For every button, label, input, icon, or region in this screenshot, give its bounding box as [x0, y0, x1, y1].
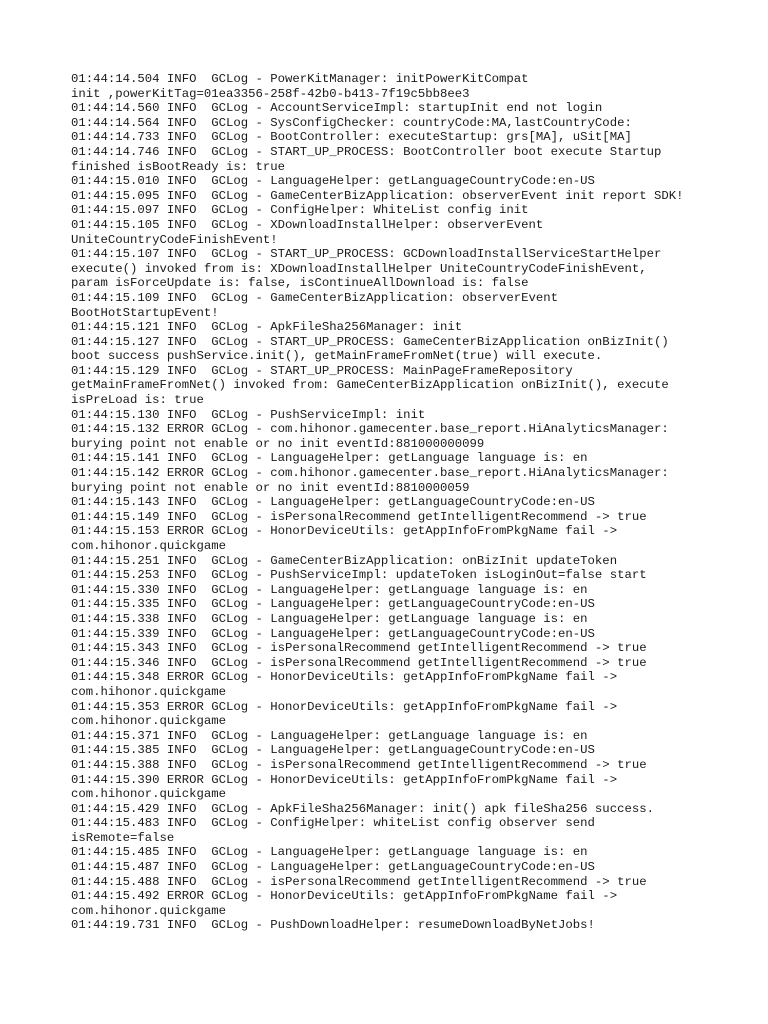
log-line: 01:44:15.142 ERROR GCLog - com.hihonor.gamecenter.base_report.HiAnalyticsManager: — [71, 466, 669, 481]
log-line: 01:44:15.487 INFO GCLog - LanguageHelper: getLanguageCountryCode:en-US — [71, 860, 595, 875]
log-line: 01:44:15.107 INFO GCLog - START_UP_PROCESS: GCDownloadInstallServiceStartHelper — [71, 247, 662, 262]
log-line: 01:44:15.097 INFO GCLog - ConfigHelper: WhiteList config init — [71, 203, 529, 218]
log-line: 01:44:15.095 INFO GCLog - GameCenterBizApplication: observerEvent init report SDK! — [71, 188, 684, 203]
log-line: 01:44:15.385 INFO GCLog - LanguageHelper: getLanguageCountryCode:en-US — [71, 743, 595, 758]
log-line: 01:44:15.429 INFO GCLog - ApkFileSha256Manager: init() apk fileSha256 success. — [71, 801, 654, 816]
log-line: 01:44:15.143 INFO GCLog - LanguageHelper: getLanguageCountryCode:en-US — [71, 495, 595, 510]
log-line: isRemote=false — [71, 830, 175, 845]
log-line: 01:44:15.348 ERROR GCLog - HonorDeviceUtils: getAppInfoFromPkgName fail -> — [71, 670, 618, 685]
log-line: 01:44:15.371 INFO GCLog - LanguageHelper: getLanguage language is: en — [71, 728, 588, 743]
log-line: 01:44:15.149 INFO GCLog - isPersonalRecommend getIntelligentRecommend -> true — [71, 509, 647, 524]
log-line: 01:44:14.560 INFO GCLog - AccountServiceImpl: startupInit end not login — [71, 101, 603, 116]
log-line: isPreLoad is: true — [71, 393, 204, 408]
log-line: burying point not enable or no init eventId:881000000099 — [71, 436, 485, 451]
log-line: 01:44:15.129 INFO GCLog - START_UP_PROCESS: MainPageFrameRepository — [71, 363, 573, 378]
log-line: 01:44:14.733 INFO GCLog - BootController: executeStartup: grs[MA], uSit[MA] — [71, 130, 632, 145]
log-line: 01:44:15.130 INFO GCLog - PushServiceImpl: init — [71, 407, 426, 422]
log-text-block — [71, 72, 761, 933]
log-line: execute() invoked from is: XDownloadInstallHelper UniteCountryCodeFinishEvent, — [71, 261, 647, 276]
log-line: 01:44:15.488 INFO GCLog - isPersonalRecommend getIntelligentRecommend -> true — [71, 874, 647, 889]
log-line: 01:44:15.132 ERROR GCLog - com.hihonor.gamecenter.base_report.HiAnalyticsManager: — [71, 422, 669, 437]
log-line: finished isBootReady is: true — [71, 159, 286, 174]
log-line: 01:44:15.127 INFO GCLog - START_UP_PROCESS: GameCenterBizApplication onBizInit() — [71, 334, 669, 349]
log-line: 01:44:15.105 INFO GCLog - XDownloadInstallHelper: observerEvent — [71, 217, 544, 232]
log-line: 01:44:15.141 INFO GCLog - LanguageHelper: getLanguage language is: en — [71, 451, 588, 466]
log-line: 01:44:15.109 INFO GCLog - GameCenterBizApplication: observerEvent — [71, 290, 559, 305]
log-line: 01:44:14.746 INFO GCLog - START_UP_PROCESS: BootController boot execute Startup — [71, 144, 662, 159]
log-line: UniteCountryCodeFinishEvent! — [71, 232, 278, 247]
log-line: burying point not enable or no init eventId:8810000059 — [71, 480, 470, 495]
log-line: 01:44:14.504 INFO GCLog - PowerKitManager: initPowerKitCompat — [71, 72, 529, 86]
log-line: init ,powerKitTag=01ea3356-258f-42b0-b413-7f19c5bb8ee3 — [71, 86, 470, 101]
log-line: param isForceUpdate is: false, isContinueAllDownload is: false — [71, 276, 529, 291]
log-line: 01:44:15.010 INFO GCLog - LanguageHelper: getLanguageCountryCode:en-US — [71, 174, 595, 189]
log-line: 01:44:15.251 INFO GCLog - GameCenterBizApplication: onBizInit updateToken — [71, 553, 618, 568]
log-line: 01:44:15.338 INFO GCLog - LanguageHelper: getLanguage language is: en — [71, 611, 588, 626]
log-line: 01:44:15.390 ERROR GCLog - HonorDeviceUtils: getAppInfoFromPkgName fail -> — [71, 772, 618, 787]
log-line: boot success pushService.init(), getMainFrameFromNet(true) will execute. — [71, 349, 603, 364]
log-line: com.hihonor.quickgame — [71, 903, 226, 918]
log-line: 01:44:15.388 INFO GCLog - isPersonalRecommend getIntelligentRecommend -> true — [71, 757, 647, 772]
log-line: 01:44:15.485 INFO GCLog - LanguageHelper: getLanguage language is: en — [71, 845, 588, 860]
log-line: 01:44:14.564 INFO GCLog - SysConfigChecker: countryCode:MA,lastCountryCode: — [71, 115, 632, 130]
log-line: 01:44:15.335 INFO GCLog - LanguageHelper: getLanguageCountryCode:en-US — [71, 597, 595, 612]
log-line: 01:44:15.353 ERROR GCLog - HonorDeviceUtils: getAppInfoFromPkgName fail -> — [71, 699, 618, 714]
log-line: 01:44:15.330 INFO GCLog - LanguageHelper: getLanguage language is: en — [71, 582, 588, 597]
log-line: getMainFrameFromNet() invoked from: GameCenterBizApplication onBizInit(), execute — [71, 378, 669, 393]
log-line: 01:44:15.253 INFO GCLog - PushServiceImpl: updateToken isLoginOut=false start — [71, 568, 647, 583]
log-line: com.hihonor.quickgame — [71, 714, 226, 729]
log-line: 01:44:19.731 INFO GCLog - PushDownloadHelper: resumeDownloadByNetJobs! — [71, 918, 595, 933]
log-line: BootHotStartupEvent! — [71, 305, 219, 320]
log-line: 01:44:15.121 INFO GCLog - ApkFileSha256Manager: init — [71, 320, 463, 335]
log-line: 01:44:15.153 ERROR GCLog - HonorDeviceUtils: getAppInfoFromPkgName fail -> — [71, 524, 618, 539]
log-line: com.hihonor.quickgame — [71, 539, 226, 553]
log-line: 01:44:15.339 INFO GCLog - LanguageHelper: getLanguageCountryCode:en-US — [71, 626, 595, 641]
log-line: com.hihonor.quickgame — [71, 787, 226, 802]
log-line: 01:44:15.492 ERROR GCLog - HonorDeviceUtils: getAppInfoFromPkgName fail -> — [71, 889, 618, 904]
log-line: 01:44:15.483 INFO GCLog - ConfigHelper: whiteList config observer send — [71, 816, 595, 831]
log-line: 01:44:15.343 INFO GCLog - isPersonalRecommend getIntelligentRecommend -> true — [71, 641, 647, 656]
log-line: com.hihonor.quickgame — [71, 684, 226, 699]
log-line: 01:44:15.346 INFO GCLog - isPersonalRecommend getIntelligentRecommend -> true — [71, 655, 647, 670]
